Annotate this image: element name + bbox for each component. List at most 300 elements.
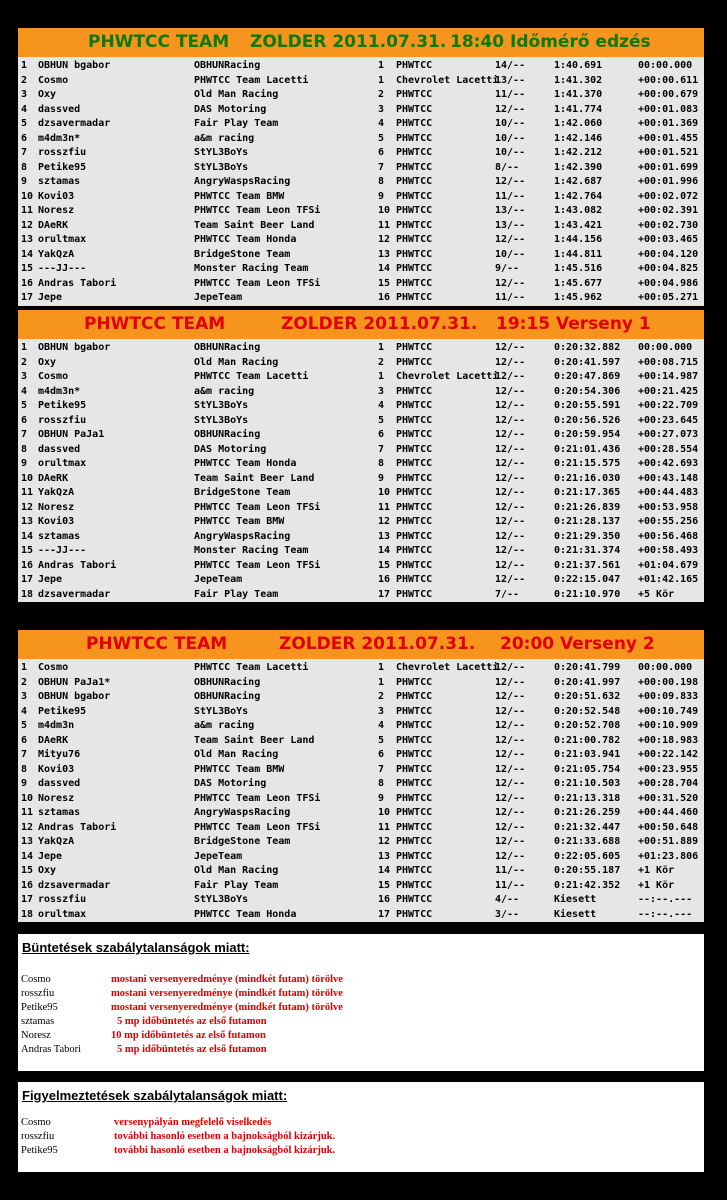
- gap: +00:23.955: [638, 763, 699, 775]
- driver-name: OBHUN bgabor: [38, 60, 111, 71]
- class-position: 9: [378, 472, 385, 484]
- team-name: StYL3BoYs: [194, 705, 249, 717]
- table-row: [18, 472, 704, 487]
- laps: 12/--: [495, 443, 526, 455]
- class-position: 14: [378, 263, 391, 274]
- class-position: 2: [378, 356, 385, 368]
- driver-name: Petike95: [38, 705, 87, 717]
- driver-name: YakQzA: [38, 248, 75, 260]
- team-name: PHWTCC Team Leon TFSi: [194, 559, 321, 571]
- results-table: [18, 659, 704, 922]
- team-name: Old Man Racing: [194, 865, 279, 876]
- driver-name: rosszfiu: [38, 894, 87, 905]
- table-row: [18, 219, 704, 234]
- car-name: PHWTCC: [396, 400, 433, 411]
- gap: +1 Kör: [638, 879, 675, 891]
- laps: 12/--: [495, 429, 526, 440]
- laps: 10/--: [495, 118, 526, 129]
- class-position: 5: [378, 734, 385, 746]
- team-name: Team Saint Beer Land: [194, 219, 315, 231]
- team-name: BridgeStone Team: [194, 248, 291, 260]
- team-name: Team Saint Beer Land: [194, 472, 315, 484]
- table-row: [18, 748, 704, 763]
- laps: 12/--: [495, 356, 526, 368]
- driver-name: Oxy: [38, 89, 57, 100]
- gap: +01:42.165: [638, 574, 699, 585]
- laps: 12/--: [495, 676, 526, 688]
- table-row: [18, 690, 704, 705]
- class-position: 15: [378, 277, 391, 289]
- gap: +00:02.391: [638, 205, 699, 216]
- gap: +00:10.909: [638, 720, 699, 731]
- title-track: ZOLDER 2011.07.31.: [281, 314, 478, 334]
- table-row: [18, 74, 704, 89]
- lap-time: 0:20:55.591: [554, 400, 621, 411]
- car-name: PHWTCC: [396, 342, 433, 353]
- laps: 12/--: [495, 371, 526, 382]
- class-position: 1: [378, 74, 385, 86]
- driver-name: Noresz: [38, 501, 75, 513]
- laps: 12/--: [495, 414, 526, 426]
- driver-name: Kovi03: [38, 190, 75, 202]
- gap: +00:01.083: [638, 103, 699, 115]
- car-name: PHWTCC: [396, 734, 433, 746]
- laps: 12/--: [495, 472, 526, 484]
- penalty-text: 10 mp időbüntetés az első futamon: [111, 1030, 266, 1041]
- table-row: [18, 515, 704, 530]
- table-row: [18, 676, 704, 691]
- lap-time: 1:42.687: [554, 176, 603, 187]
- table-row: [18, 908, 704, 923]
- team-name: PHWTCC Team Honda: [194, 908, 297, 920]
- laps: 12/--: [495, 807, 526, 818]
- class-position: 1: [378, 342, 385, 353]
- car-name: PHWTCC: [396, 894, 433, 905]
- title-team: PHWTCC TEAM: [84, 314, 226, 334]
- lap-time: 0:20:32.882: [554, 342, 621, 353]
- position: 6: [21, 132, 28, 144]
- gap: +00:02.072: [638, 190, 699, 202]
- class-position: 4: [378, 118, 385, 129]
- laps: 12/--: [495, 691, 526, 702]
- gap: +00:01.996: [638, 176, 699, 187]
- laps: 11/--: [495, 190, 526, 202]
- lap-time: 0:20:56.526: [554, 414, 621, 426]
- driver-name: m4dm3n*: [38, 132, 81, 144]
- list-item: [21, 1117, 701, 1131]
- table-row: [18, 864, 704, 879]
- gap: +00:04.120: [638, 248, 699, 260]
- gap: +00:00.611: [638, 74, 699, 86]
- gap: 00:00.000: [638, 60, 693, 71]
- team-name: PHWTCC Team Honda: [194, 234, 297, 245]
- lap-time: 0:22:15.047: [554, 574, 621, 585]
- position: 17: [21, 574, 34, 585]
- car-name: PHWTCC: [396, 219, 433, 231]
- lap-time: 0:21:26.839: [554, 501, 621, 513]
- gap: +00:09.833: [638, 691, 699, 702]
- team-name: StYL3BoYs: [194, 147, 249, 158]
- lap-time: 1:45.962: [554, 292, 603, 303]
- team-name: a&m racing: [194, 720, 255, 731]
- lap-time: 0:20:47.869: [554, 371, 621, 382]
- lap-time: 1:43.421: [554, 219, 603, 231]
- position: 14: [21, 850, 34, 862]
- penalties-title: Büntetések szabálytalanságok miatt:: [22, 940, 250, 955]
- position: 4: [21, 705, 28, 717]
- position: 14: [21, 248, 34, 260]
- lap-time: 0:21:33.688: [554, 836, 621, 847]
- gap: +00:42.693: [638, 458, 699, 469]
- team-name: PHWTCC Team Leon TFSi: [194, 501, 321, 513]
- table-row: [18, 88, 704, 103]
- car-name: Chevrolet Lacetti: [396, 662, 499, 673]
- car-name: PHWTCC: [396, 559, 433, 571]
- driver-name: sztamas: [21, 1016, 55, 1027]
- laps: 11/--: [495, 292, 526, 303]
- lap-time: 1:41.302: [554, 74, 603, 86]
- position: 1: [21, 60, 28, 71]
- class-position: 1: [378, 371, 385, 382]
- driver-name: YakQzA: [38, 487, 75, 498]
- gap: --:--.---: [638, 908, 693, 920]
- lap-time: 0:20:55.187: [554, 865, 621, 876]
- position: 17: [21, 292, 34, 303]
- class-position: 2: [378, 691, 385, 702]
- class-position: 4: [378, 400, 385, 411]
- driver-name: Petike95: [21, 1002, 58, 1013]
- table-row: [18, 457, 704, 472]
- driver-name: DAeRK: [38, 734, 69, 746]
- laps: 10/--: [495, 248, 526, 260]
- title-track: ZOLDER 2011.07.31.: [279, 634, 476, 654]
- gap: +00:28.554: [638, 443, 699, 455]
- laps: 12/--: [495, 277, 526, 289]
- laps: 12/--: [495, 705, 526, 717]
- gap: +1 Kör: [638, 865, 675, 876]
- position: 6: [21, 734, 28, 746]
- lap-time: 0:21:10.503: [554, 778, 621, 789]
- team-name: OBHUNRacing: [194, 429, 261, 440]
- team-name: PHWTCC Team Lacetti: [194, 74, 309, 86]
- table-row: [18, 385, 704, 400]
- driver-name: rosszfiu: [38, 414, 87, 426]
- list-item: [21, 1016, 701, 1030]
- driver-name: Andras Tabori: [38, 559, 117, 571]
- gap: +00:01.455: [638, 132, 699, 144]
- driver-name: dassved: [38, 103, 81, 115]
- laps: 11/--: [495, 865, 526, 876]
- car-name: PHWTCC: [396, 103, 433, 115]
- table-row: [18, 792, 704, 807]
- car-name: PHWTCC: [396, 443, 433, 455]
- gap: +00:08.715: [638, 356, 699, 368]
- car-name: PHWTCC: [396, 472, 433, 484]
- position: 8: [21, 763, 28, 775]
- position: 6: [21, 414, 28, 426]
- position: 9: [21, 778, 28, 789]
- laps: 12/--: [495, 545, 526, 556]
- car-name: PHWTCC: [396, 277, 433, 289]
- team-name: PHWTCC Team BMW: [194, 190, 285, 202]
- lap-time: 0:22:05.605: [554, 850, 621, 862]
- gap: +00:01.699: [638, 161, 699, 173]
- car-name: PHWTCC: [396, 792, 433, 804]
- lap-time: 0:21:31.374: [554, 545, 621, 556]
- class-position: 3: [378, 705, 385, 717]
- lap-time: 0:21:00.782: [554, 734, 621, 746]
- car-name: Chevrolet Lacetti: [396, 74, 499, 86]
- team-name: JepeTeam: [194, 574, 243, 585]
- laps: 11/--: [495, 879, 526, 891]
- position: 3: [21, 89, 28, 100]
- driver-name: dassved: [38, 443, 81, 455]
- position: 4: [21, 103, 28, 115]
- position: 2: [21, 676, 28, 688]
- table-row: [18, 777, 704, 792]
- team-name: AngryWaspsRacing: [194, 530, 291, 542]
- table-row: [18, 277, 704, 292]
- driver-name: ---JJ---: [38, 263, 87, 274]
- results-title: [18, 28, 704, 57]
- laps: 12/--: [495, 821, 526, 833]
- laps: 12/--: [495, 778, 526, 789]
- table-row: [18, 806, 704, 821]
- list-item: [21, 1044, 701, 1058]
- car-name: PHWTCC: [396, 908, 433, 920]
- car-name: PHWTCC: [396, 516, 433, 527]
- warning-text: további hasonló esetben a bajnokságból kizárjuk.: [114, 1131, 336, 1142]
- table-row: [18, 291, 704, 306]
- position: 14: [21, 530, 34, 542]
- driver-name: ---JJ---: [38, 545, 87, 556]
- laps: 12/--: [495, 176, 526, 187]
- results-qualifying: [18, 28, 704, 306]
- table-row: [18, 161, 704, 176]
- car-name: PHWTCC: [396, 385, 433, 397]
- team-name: OBHUNRacing: [194, 676, 261, 688]
- laps: 12/--: [495, 103, 526, 115]
- class-position: 15: [378, 879, 391, 891]
- gap: +00:10.749: [638, 705, 699, 717]
- position: 16: [21, 879, 34, 891]
- table-row: [18, 117, 704, 132]
- gap: +5 Kör: [638, 588, 675, 600]
- driver-name: sztamas: [38, 807, 81, 818]
- table-row: [18, 501, 704, 516]
- table-row: [18, 850, 704, 865]
- position: 3: [21, 371, 28, 382]
- position: 5: [21, 400, 28, 411]
- table-row: [18, 190, 704, 205]
- driver-name: dassved: [38, 778, 81, 789]
- table-row: [18, 705, 704, 720]
- team-name: BridgeStone Team: [194, 487, 291, 498]
- gap: --:--.---: [638, 894, 693, 905]
- car-name: PHWTCC: [396, 161, 433, 173]
- table-row: [18, 262, 704, 277]
- car-name: PHWTCC: [396, 248, 433, 260]
- position: 2: [21, 356, 28, 368]
- position: 3: [21, 691, 28, 702]
- laps: 11/--: [495, 89, 526, 100]
- position: 18: [21, 908, 34, 920]
- warnings-title: Figyelmeztetések szabálytalanságok miatt:: [22, 1088, 288, 1103]
- gap: 00:00.000: [638, 662, 693, 673]
- car-name: PHWTCC: [396, 836, 433, 847]
- list-item: [21, 974, 701, 988]
- car-name: PHWTCC: [396, 292, 433, 303]
- driver-name: m4dm3n*: [38, 385, 81, 397]
- car-name: PHWTCC: [396, 190, 433, 202]
- team-name: PHWTCC Team BMW: [194, 763, 285, 775]
- class-position: 6: [378, 429, 385, 440]
- lap-time: 0:20:52.548: [554, 705, 621, 717]
- position: 8: [21, 443, 28, 455]
- team-name: StYL3BoYs: [194, 400, 249, 411]
- position: 7: [21, 147, 28, 158]
- position: 15: [21, 865, 34, 876]
- team-name: PHWTCC Team Lacetti: [194, 371, 309, 382]
- car-name: PHWTCC: [396, 234, 433, 245]
- gap: +00:14.987: [638, 371, 699, 382]
- team-name: Fair Play Team: [194, 118, 279, 129]
- list-item: [21, 1030, 701, 1044]
- table-row: [18, 486, 704, 501]
- driver-name: OBHUN PaJa1: [38, 429, 105, 440]
- position: 17: [21, 894, 34, 905]
- driver-name: DAeRK: [38, 472, 69, 484]
- class-position: 17: [378, 588, 391, 600]
- driver-name: Cosmo: [38, 74, 69, 86]
- laps: 12/--: [495, 234, 526, 245]
- team-name: DAS Motoring: [194, 778, 267, 789]
- lap-time: 0:21:10.970: [554, 588, 621, 600]
- position: 18: [21, 588, 34, 600]
- lap-time: 1:44.811: [554, 248, 603, 260]
- results-race-1: [18, 310, 704, 602]
- gap: +00:55.256: [638, 516, 699, 527]
- car-name: PHWTCC: [396, 749, 433, 760]
- laps: 4/--: [495, 894, 520, 905]
- warning-text: további hasonló esetben a bajnokságból kizárjuk.: [114, 1145, 336, 1156]
- position: 13: [21, 234, 34, 245]
- car-name: PHWTCC: [396, 545, 433, 556]
- class-position: 14: [378, 545, 391, 556]
- car-name: PHWTCC: [396, 807, 433, 818]
- position: 7: [21, 429, 28, 440]
- class-position: 10: [378, 205, 391, 216]
- car-name: PHWTCC: [396, 147, 433, 158]
- lap-time: 1:42.212: [554, 147, 603, 158]
- lap-time: 1:41.370: [554, 89, 603, 100]
- gap: +00:31.520: [638, 792, 699, 804]
- table-row: [18, 59, 704, 74]
- position: 10: [21, 472, 34, 484]
- class-position: 16: [378, 894, 391, 905]
- class-position: 9: [378, 792, 385, 804]
- position: 13: [21, 836, 34, 847]
- laps: 12/--: [495, 487, 526, 498]
- team-name: PHWTCC Team Leon TFSi: [194, 821, 321, 833]
- table-row: [18, 356, 704, 371]
- car-name: PHWTCC: [396, 691, 433, 702]
- penalty-text: mostani versenyeredménye (mindkét futam) törölve: [111, 1002, 343, 1013]
- car-name: PHWTCC: [396, 705, 433, 717]
- class-position: 12: [378, 234, 391, 245]
- class-position: 13: [378, 850, 391, 862]
- driver-name: OBHUN bgabor: [38, 342, 111, 353]
- position: 15: [21, 545, 34, 556]
- class-position: 1: [378, 676, 385, 688]
- gap: +00:00.679: [638, 89, 699, 100]
- driver-name: Cosmo: [21, 1117, 51, 1128]
- gap: +00:00.198: [638, 676, 699, 688]
- team-name: PHWTCC Team Leon TFSi: [194, 205, 321, 216]
- table-row: [18, 146, 704, 161]
- lap-time: 1:44.156: [554, 234, 603, 245]
- driver-name: Petike95: [21, 1145, 58, 1156]
- car-name: PHWTCC: [396, 458, 433, 469]
- team-name: BridgeStone Team: [194, 836, 291, 847]
- class-position: 8: [378, 458, 385, 469]
- class-position: 1: [378, 662, 385, 673]
- lap-time: 1:45.516: [554, 263, 603, 274]
- team-name: Fair Play Team: [194, 588, 279, 600]
- driver-name: Mityu76: [38, 749, 81, 760]
- driver-name: Cosmo: [38, 371, 69, 382]
- car-name: PHWTCC: [396, 778, 433, 789]
- driver-name: Andras Tabori: [38, 277, 117, 289]
- team-name: Monster Racing Team: [194, 263, 309, 274]
- gap: +00:04.986: [638, 277, 699, 289]
- driver-name: Cosmo: [38, 662, 69, 673]
- team-name: DAS Motoring: [194, 443, 267, 455]
- lap-time: 0:20:41.799: [554, 662, 621, 673]
- lap-time: 0:21:37.561: [554, 559, 621, 571]
- team-name: StYL3BoYs: [194, 894, 249, 905]
- gap: +00:22.709: [638, 400, 699, 411]
- lap-time: 1:45.677: [554, 277, 603, 289]
- position: 11: [21, 807, 34, 818]
- car-name: PHWTCC: [396, 263, 433, 274]
- driver-name: DAeRK: [38, 219, 69, 231]
- position: 10: [21, 792, 34, 804]
- table-row: [18, 734, 704, 749]
- lap-time: 1:42.390: [554, 161, 603, 173]
- lap-time: 0:21:15.575: [554, 458, 621, 469]
- team-name: Old Man Racing: [194, 749, 279, 760]
- gap: +00:44.483: [638, 487, 699, 498]
- team-name: AngryWaspsRacing: [194, 807, 291, 818]
- driver-name: rosszfiu: [21, 1131, 55, 1142]
- team-name: OBHUNRacing: [194, 342, 261, 353]
- title-team: PHWTCC TEAM: [88, 32, 230, 52]
- title-session: 18:40 Időmérő edzés: [450, 32, 651, 52]
- class-position: 15: [378, 559, 391, 571]
- table-row: [18, 399, 704, 414]
- lap-time: Kiesett: [554, 894, 597, 905]
- table-row: [18, 204, 704, 219]
- car-name: PHWTCC: [396, 763, 433, 775]
- gap: +00:43.148: [638, 472, 699, 484]
- driver-name: orultmax: [38, 234, 87, 245]
- lap-time: 0:20:41.997: [554, 676, 621, 688]
- table-row: [18, 544, 704, 559]
- class-position: 13: [378, 530, 391, 542]
- laps: 12/--: [495, 850, 526, 862]
- team-name: DAS Motoring: [194, 103, 267, 115]
